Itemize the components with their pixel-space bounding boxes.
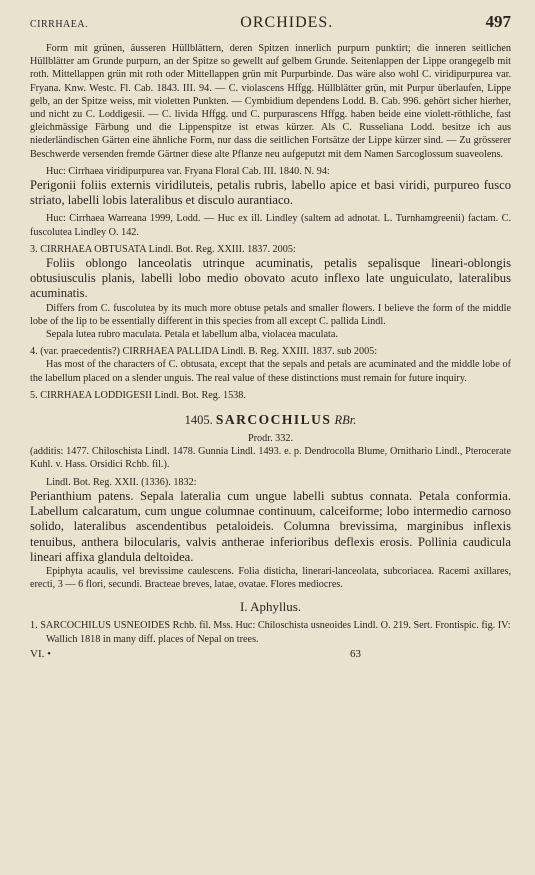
paragraph-english-pallida: Has most of the characters of C. obtusata, except that the sepals and petals are acuminated and the middle lobe of the labellum placed on a slender unguis. The real value of these distinctions must remain for future inquiry. xyxy=(30,359,511,384)
paragraph-huc-warreana: Huc: Cirrhaea Warreana 1999, Lodd. — Huc ex ill. Lindley (saltem ad adnotat. L. Turnhamgreenii) factam. C. fuscolutea Lindley O. 142. xyxy=(30,213,511,238)
paragraph-english-obtusata: Differs from C. fuscolutea by its much more obtuse petals and smaller flowers. I believe the form of the middle lobe of the lip to be essentially different in this species from all except C. pallida Lindl. xyxy=(30,302,511,327)
species-heading-usneoides: 1. SARCOCHILUS USNEOIDES Rchb. fil. Mss. Huc: Chiloschista usneoides Lindl. O. 219. Sert. Frontispic. fig. IV: xyxy=(30,620,511,632)
section-heading: I. Aphyllus. xyxy=(239,599,302,615)
paragraph-additis: (additis: 1477. Chiloschista Lindl. 1478. Gunnia Lindl. 1493. e. p. Dendrocolla Blume, Ornithario Lindl., Pterocerate Kuhl. v. Hass. Orsidici Rchb. fil.). xyxy=(30,446,511,471)
paragraph-sepala-obtusata: Sepala lutea rubro maculata. Petala et labellum alba, violacea maculata. xyxy=(46,329,338,341)
genus-heading xyxy=(30,412,511,428)
species-heading-obtusata: 3. CIRRHAEA OBTUSATA Lindl. Bot. Reg. XXIII. 1837. 2005: xyxy=(30,243,296,255)
species-heading-pallida: 4. (var. praecedentis?) CIRRHAEA PALLIDA Lindl. B. Reg. XXIII. 1837. sub 2005: xyxy=(30,346,378,358)
genus-prodromus: Prodr. 332. xyxy=(248,433,293,445)
genus-author: RBr. xyxy=(334,413,357,428)
running-head-left: CIRRHAEA. xyxy=(30,19,89,30)
page-number: 497 xyxy=(485,12,511,31)
paragraph-genus-diagnosis: Perianthium patens. Sepala lateralia cum ungue labelli subtus connata. Petala conformia. Labellum calcaratum, cum ungue columnae continuum, calceiforme; lobo intermedio carnoso solido, lateralibus ascendentibus petaloideis. Columna brevissima, marginibus inflexis tenuibus, anthera bilocularis, valvis antherae inferioribus deflexis erosis. Pollinia caudicula lineari affixa glandula deltoidea. xyxy=(30,488,511,564)
paragraph-german-notes: Form mit grünen, äusseren Hüllblättern, deren Spitzen innerlich purpurn punktirt; die inneren seitlichen Hüllblätter am Grunde purpurn, an der Spitze so gewellt auf gelbem Grunde. Seitenlappen der Lippe orangegelb mit roth. Mittellappen grün mit roth oder Mittellappen grün mit Purpurbinde. Das wäre also wohl C. viridipurpurea var. Fryana. Knw. Westc. Fl. Cab. 1843. III. 94. — C. violascens Hffgg. Hüllblätter grün, mit Purpur überlaufen, Lippe gelb, an der Spitze weiss, mit violetten Punkten. — Cymbidium dependens Lodd. B. Cab. 996. gehört sicher hierher, und nicht zu C. Loddigesii. — C. livida Hffgg. und C. purpurascens Hffgg. haben beide eine violett-röthliche, fast gleichmässige Färbung und die Lippenspitze ist etwas kürzer. Als C. Russeliana Lodd. besitze ich aus niederländischen Gärten eine ähnliche Form, nur dass die seitlichen Fortsätze der Lippe kürzer sind. — Zu grösserer Beschwerde versenden fremde Gärtner diese alte Pflanze neu aufgeputzt mit dem Namen Sarcoglossum suaveolens. xyxy=(30,43,511,160)
species-heading-loddigesii: 5. CIRRHAEA LODDIGESII Lindl. Bot. Reg. 1538. xyxy=(30,389,246,401)
running-head-center: ORCHIDES. xyxy=(240,14,334,31)
paragraph-latin-diagnosis-obtusata: Foliis oblongo lanceolatis utrinque acuminatis, petalis sepalisque lineari-oblongis obtusiusculis planis, labelli lobo medio obovato acuto inflexo late unguiculato, lateralibus acuminatis. xyxy=(30,256,511,301)
signature-number: VI. xyxy=(30,647,45,660)
paragraph-latin-diagnosis-fryana: Perigonii foliis externis viridiluteis, petalis rubris, labello apice et basi viridi, purpureo fusco striato, labelli lobis lateralibus et disculo aurantiaco. xyxy=(30,178,511,208)
paragraph-wallich: Wallich 1818 in many diff. places of Nepal on trees. xyxy=(46,633,259,645)
paragraph-lindl-reference: Lindl. Bot. Reg. XXII. (1336). 1832: xyxy=(46,476,197,488)
running-header xyxy=(30,12,511,32)
genus-name: SARCOCHILUS xyxy=(215,412,332,428)
signature-mark: • xyxy=(47,647,51,660)
genus-number: 1405. xyxy=(184,413,213,428)
paragraph-huc-fryana: Huc: Cirrhaea viridipurpurea var. Fryana Floral Cab. III. 1840. N. 94: xyxy=(46,165,330,177)
paragraph-habit: Epiphyta acaulis, vel brevissime caulescens. Folia disticha, linerari-lanceolata, subcoriacea. Racemi axillares, erecti, 3 — 6 flori, secundi. Bracteae breves, latae, ovatae. Flores mediocres. xyxy=(30,565,511,591)
signature-footer xyxy=(30,648,511,660)
signature-right: 63 xyxy=(350,647,361,660)
signature-left xyxy=(30,648,51,660)
